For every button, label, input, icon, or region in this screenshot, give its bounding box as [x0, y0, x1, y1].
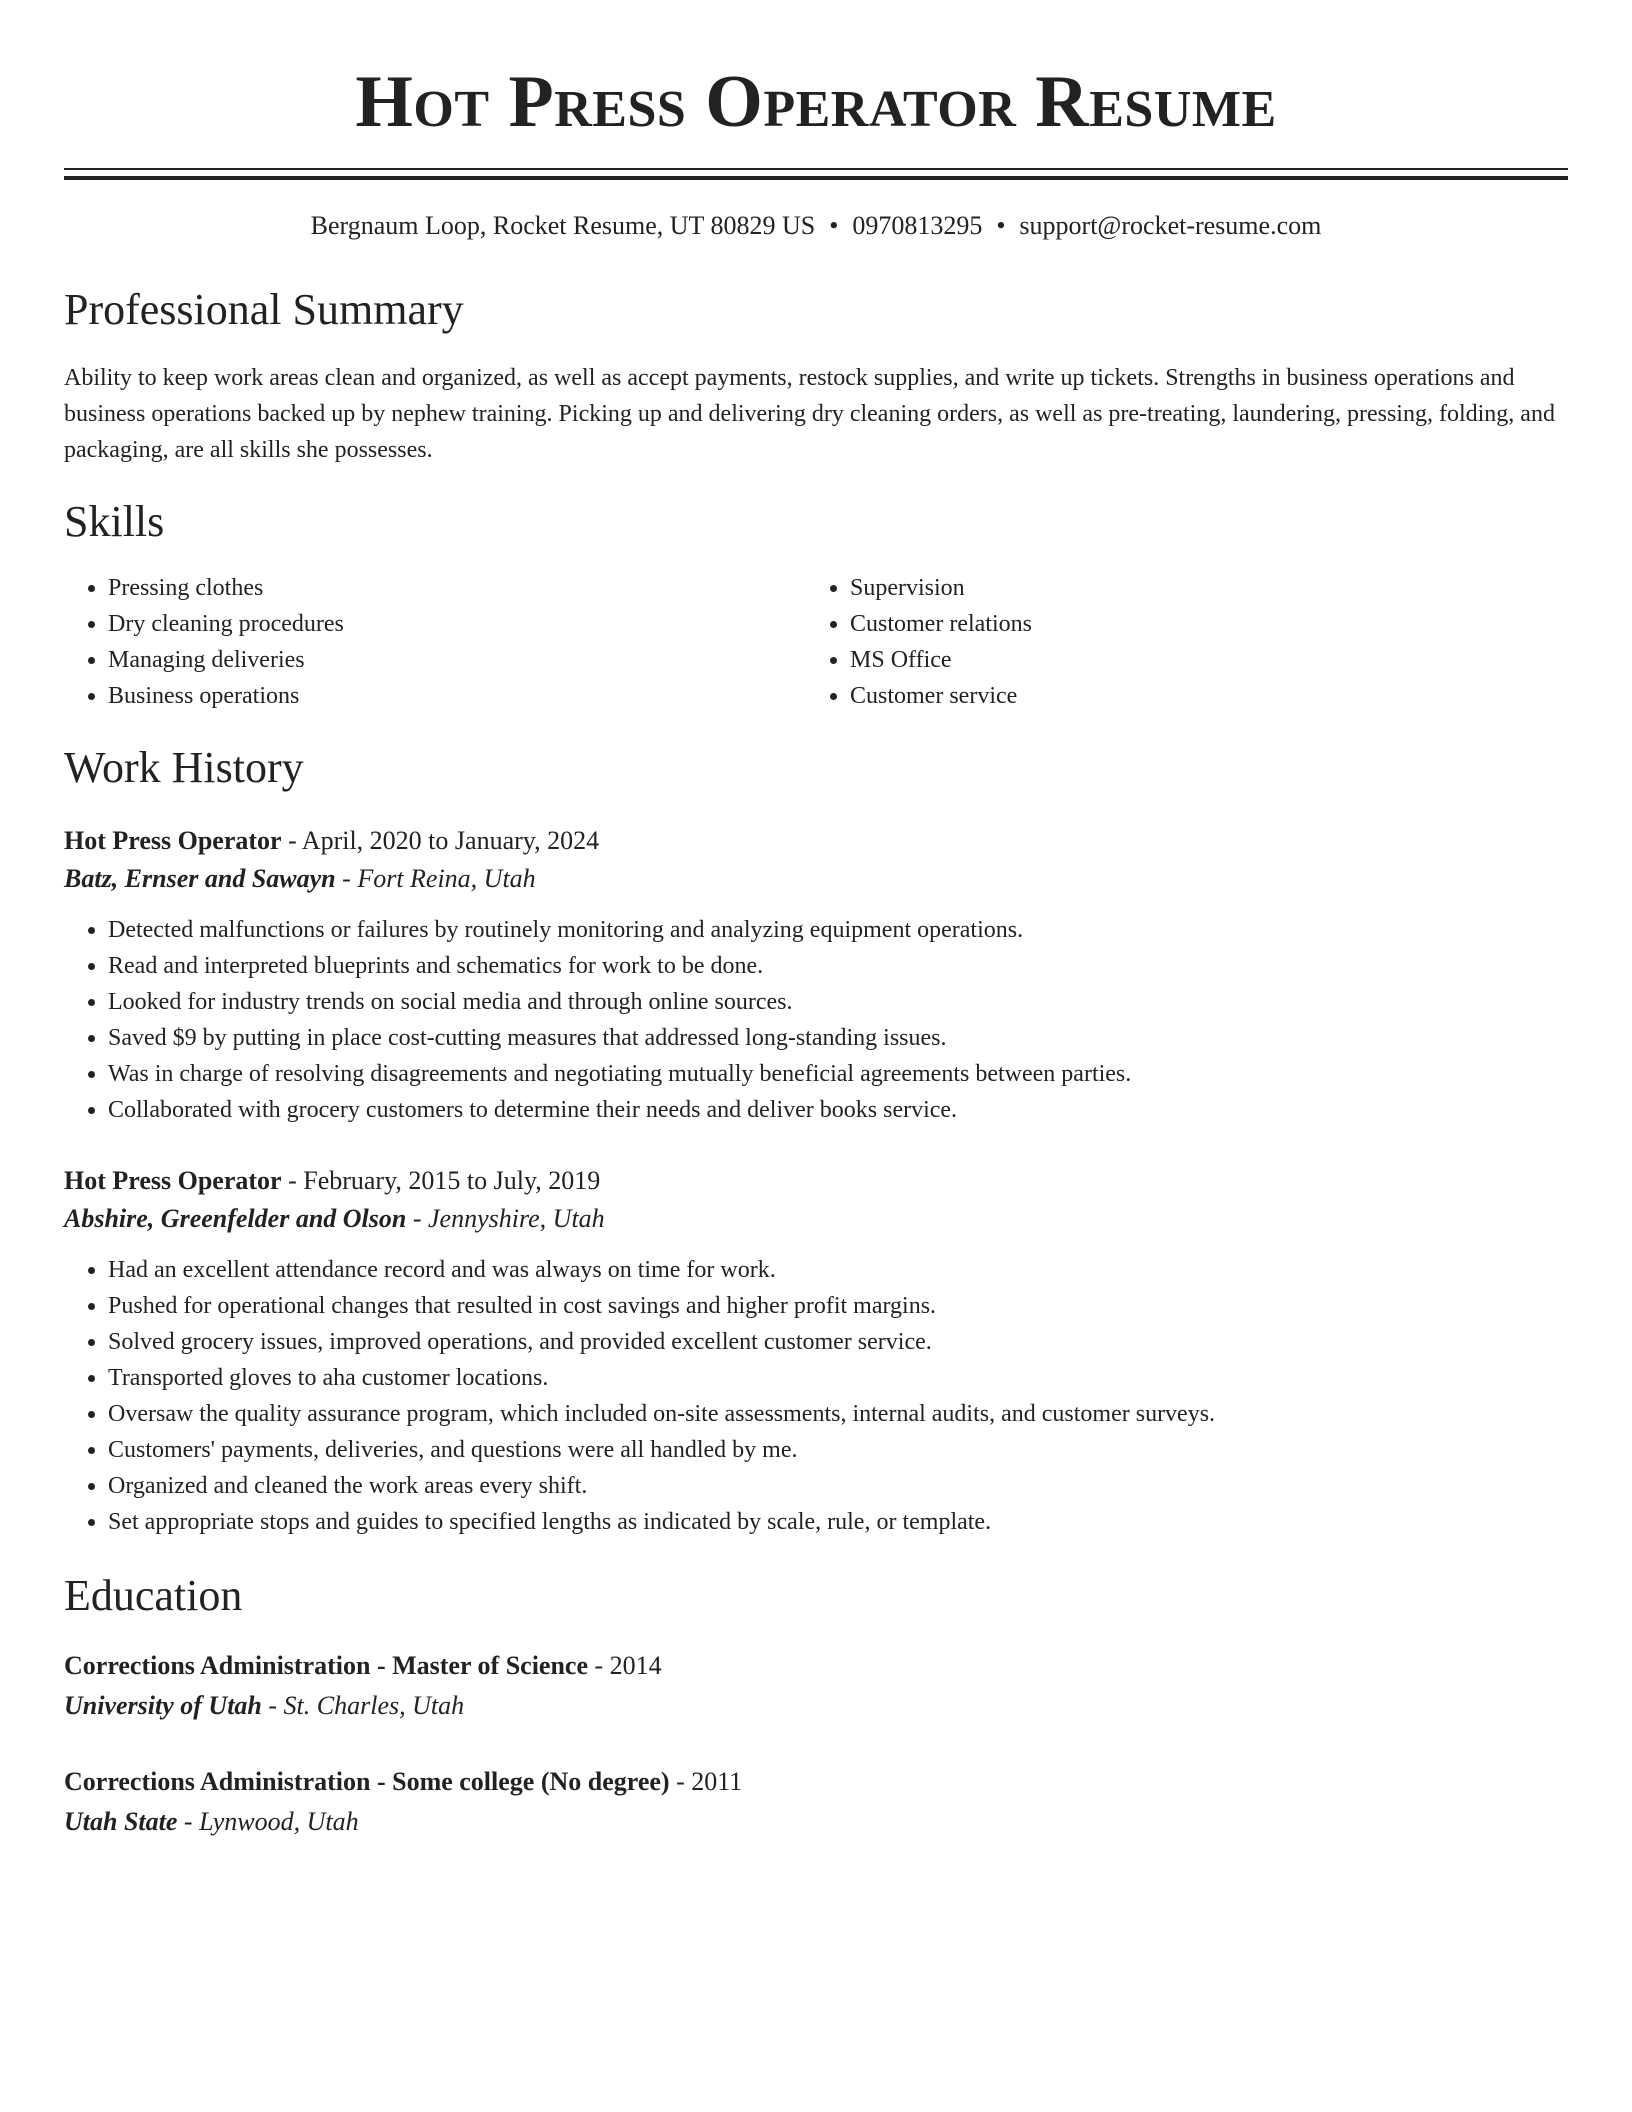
contact-address: Bergnaum Loop, Rocket Resume, UT 80829 US	[310, 211, 816, 240]
work-history-heading: Work History	[64, 743, 304, 792]
job-bullet: • Pushed for operational changes that resulted in cost savings and higher profit margins.	[108, 1288, 1568, 1324]
contact-phone: 0970813295	[852, 211, 983, 240]
job-entry	[64, 822, 1568, 1128]
skill-item: • MS Office	[850, 642, 1548, 678]
summary-text: Ability to keep work areas clean and organized, as well as accept payments, restock supplies, and write up tickets. Strengths in business operations and business operations backed up by nephew training. Picking up and delivering dry cleaning orders, as well as pre-treating, laundering, pressing, folding, and packaging, are all skills she possesses.	[64, 365, 1555, 463]
skill-item: • Customer service	[850, 678, 1548, 714]
employer-name: Batz, Ernser and Sawayn	[64, 864, 336, 893]
employer-name: Abshire, Greenfelder and Olson	[64, 1204, 407, 1233]
job-bullet: • Customers' payments, deliveries, and questions were all handled by me.	[108, 1432, 1568, 1468]
job-bullet: • Solved grocery issues, improved operations, and provided excellent customer service.	[108, 1324, 1568, 1360]
contact-line	[64, 210, 1568, 242]
skill-item: • Customer relations	[850, 606, 1548, 642]
job-title: Hot Press Operator	[64, 1166, 282, 1195]
title-divider-thin	[64, 168, 1568, 170]
job-bullet: • Detected malfunctions or failures by routinely monitoring and analyzing equipment operations.	[108, 912, 1568, 948]
school-line	[64, 1802, 1568, 1842]
school-name: Utah State	[64, 1807, 178, 1836]
contact-separator: •	[829, 211, 839, 240]
skill-item: • Supervision	[850, 570, 1548, 606]
job-title: Hot Press Operator	[64, 826, 282, 855]
job-bullet: • Looked for industry trends on social media and through online sources.	[108, 984, 1568, 1020]
degree-name: Corrections Administration - Master of Science	[64, 1651, 588, 1680]
job-bullet: • Set appropriate stops and guides to specified lengths as indicated by scale, rule, or template.	[108, 1504, 1568, 1540]
title-divider-thick	[64, 176, 1568, 180]
job-title-line	[64, 822, 1568, 860]
education-entry	[64, 1646, 1568, 1726]
job-bullet: • Transported gloves to aha customer locations.	[108, 1360, 1568, 1396]
job-dates: - April, 2020 to January, 2024	[281, 826, 600, 855]
school-line	[64, 1686, 1568, 1726]
employer-line	[64, 860, 1568, 898]
degree-line	[64, 1762, 1568, 1802]
employer-location: - Fort Reina, Utah	[335, 864, 536, 893]
skill-item: • Business operations	[108, 678, 806, 714]
degree-name: Corrections Administration - Some college (No degree)	[64, 1767, 670, 1796]
job-dates: - February, 2015 to July, 2019	[281, 1166, 601, 1195]
job-title-line	[64, 1162, 1568, 1200]
employer-line	[64, 1200, 1568, 1238]
contact-separator: •	[996, 211, 1006, 240]
job-bullet: • Saved $9 by putting in place cost-cutting measures that addressed long-standing issues.	[108, 1020, 1568, 1056]
employer-location: - Jennyshire, Utah	[406, 1204, 605, 1233]
job-bullets	[64, 1252, 1568, 1540]
job-bullets	[64, 912, 1568, 1128]
job-entry	[64, 1162, 1568, 1540]
job-bullet: • Collaborated with grocery customers to determine their needs and deliver books service.	[108, 1092, 1568, 1128]
education-entry	[64, 1762, 1568, 1842]
contact-email: support@rocket-resume.com	[1019, 211, 1322, 240]
degree-year: - 2014	[588, 1651, 662, 1680]
summary-heading: Professional Summary	[64, 285, 464, 334]
job-bullet: • Was in charge of resolving disagreements and negotiating mutually beneficial agreements between parties.	[108, 1056, 1568, 1092]
degree-year: - 2011	[669, 1767, 743, 1796]
school-name: University of Utah	[64, 1691, 262, 1720]
degree-line	[64, 1646, 1568, 1686]
skill-item: • Managing deliveries	[108, 642, 806, 678]
school-location: - Lynwood, Utah	[177, 1807, 359, 1836]
job-bullet: • Had an excellent attendance record and was always on time for work.	[108, 1252, 1568, 1288]
skills-heading: Skills	[64, 497, 165, 546]
job-bullet: • Read and interpreted blueprints and schematics for work to be done.	[108, 948, 1568, 984]
job-bullet: • Organized and cleaned the work areas every shift.	[108, 1468, 1568, 1504]
skill-item: • Pressing clothes	[108, 570, 806, 606]
skills-column-left	[64, 570, 806, 714]
skills-column-right	[806, 570, 1548, 714]
job-bullet: • Oversaw the quality assurance program, which included on-site assessments, internal audits, and customer surveys.	[108, 1396, 1568, 1432]
skill-item: • Dry cleaning procedures	[108, 606, 806, 642]
page-title: Hot Press Operator Resume	[355, 61, 1277, 143]
school-location: - St. Charles, Utah	[261, 1691, 465, 1720]
skills-list	[64, 570, 1568, 714]
education-heading: Education	[64, 1571, 243, 1620]
